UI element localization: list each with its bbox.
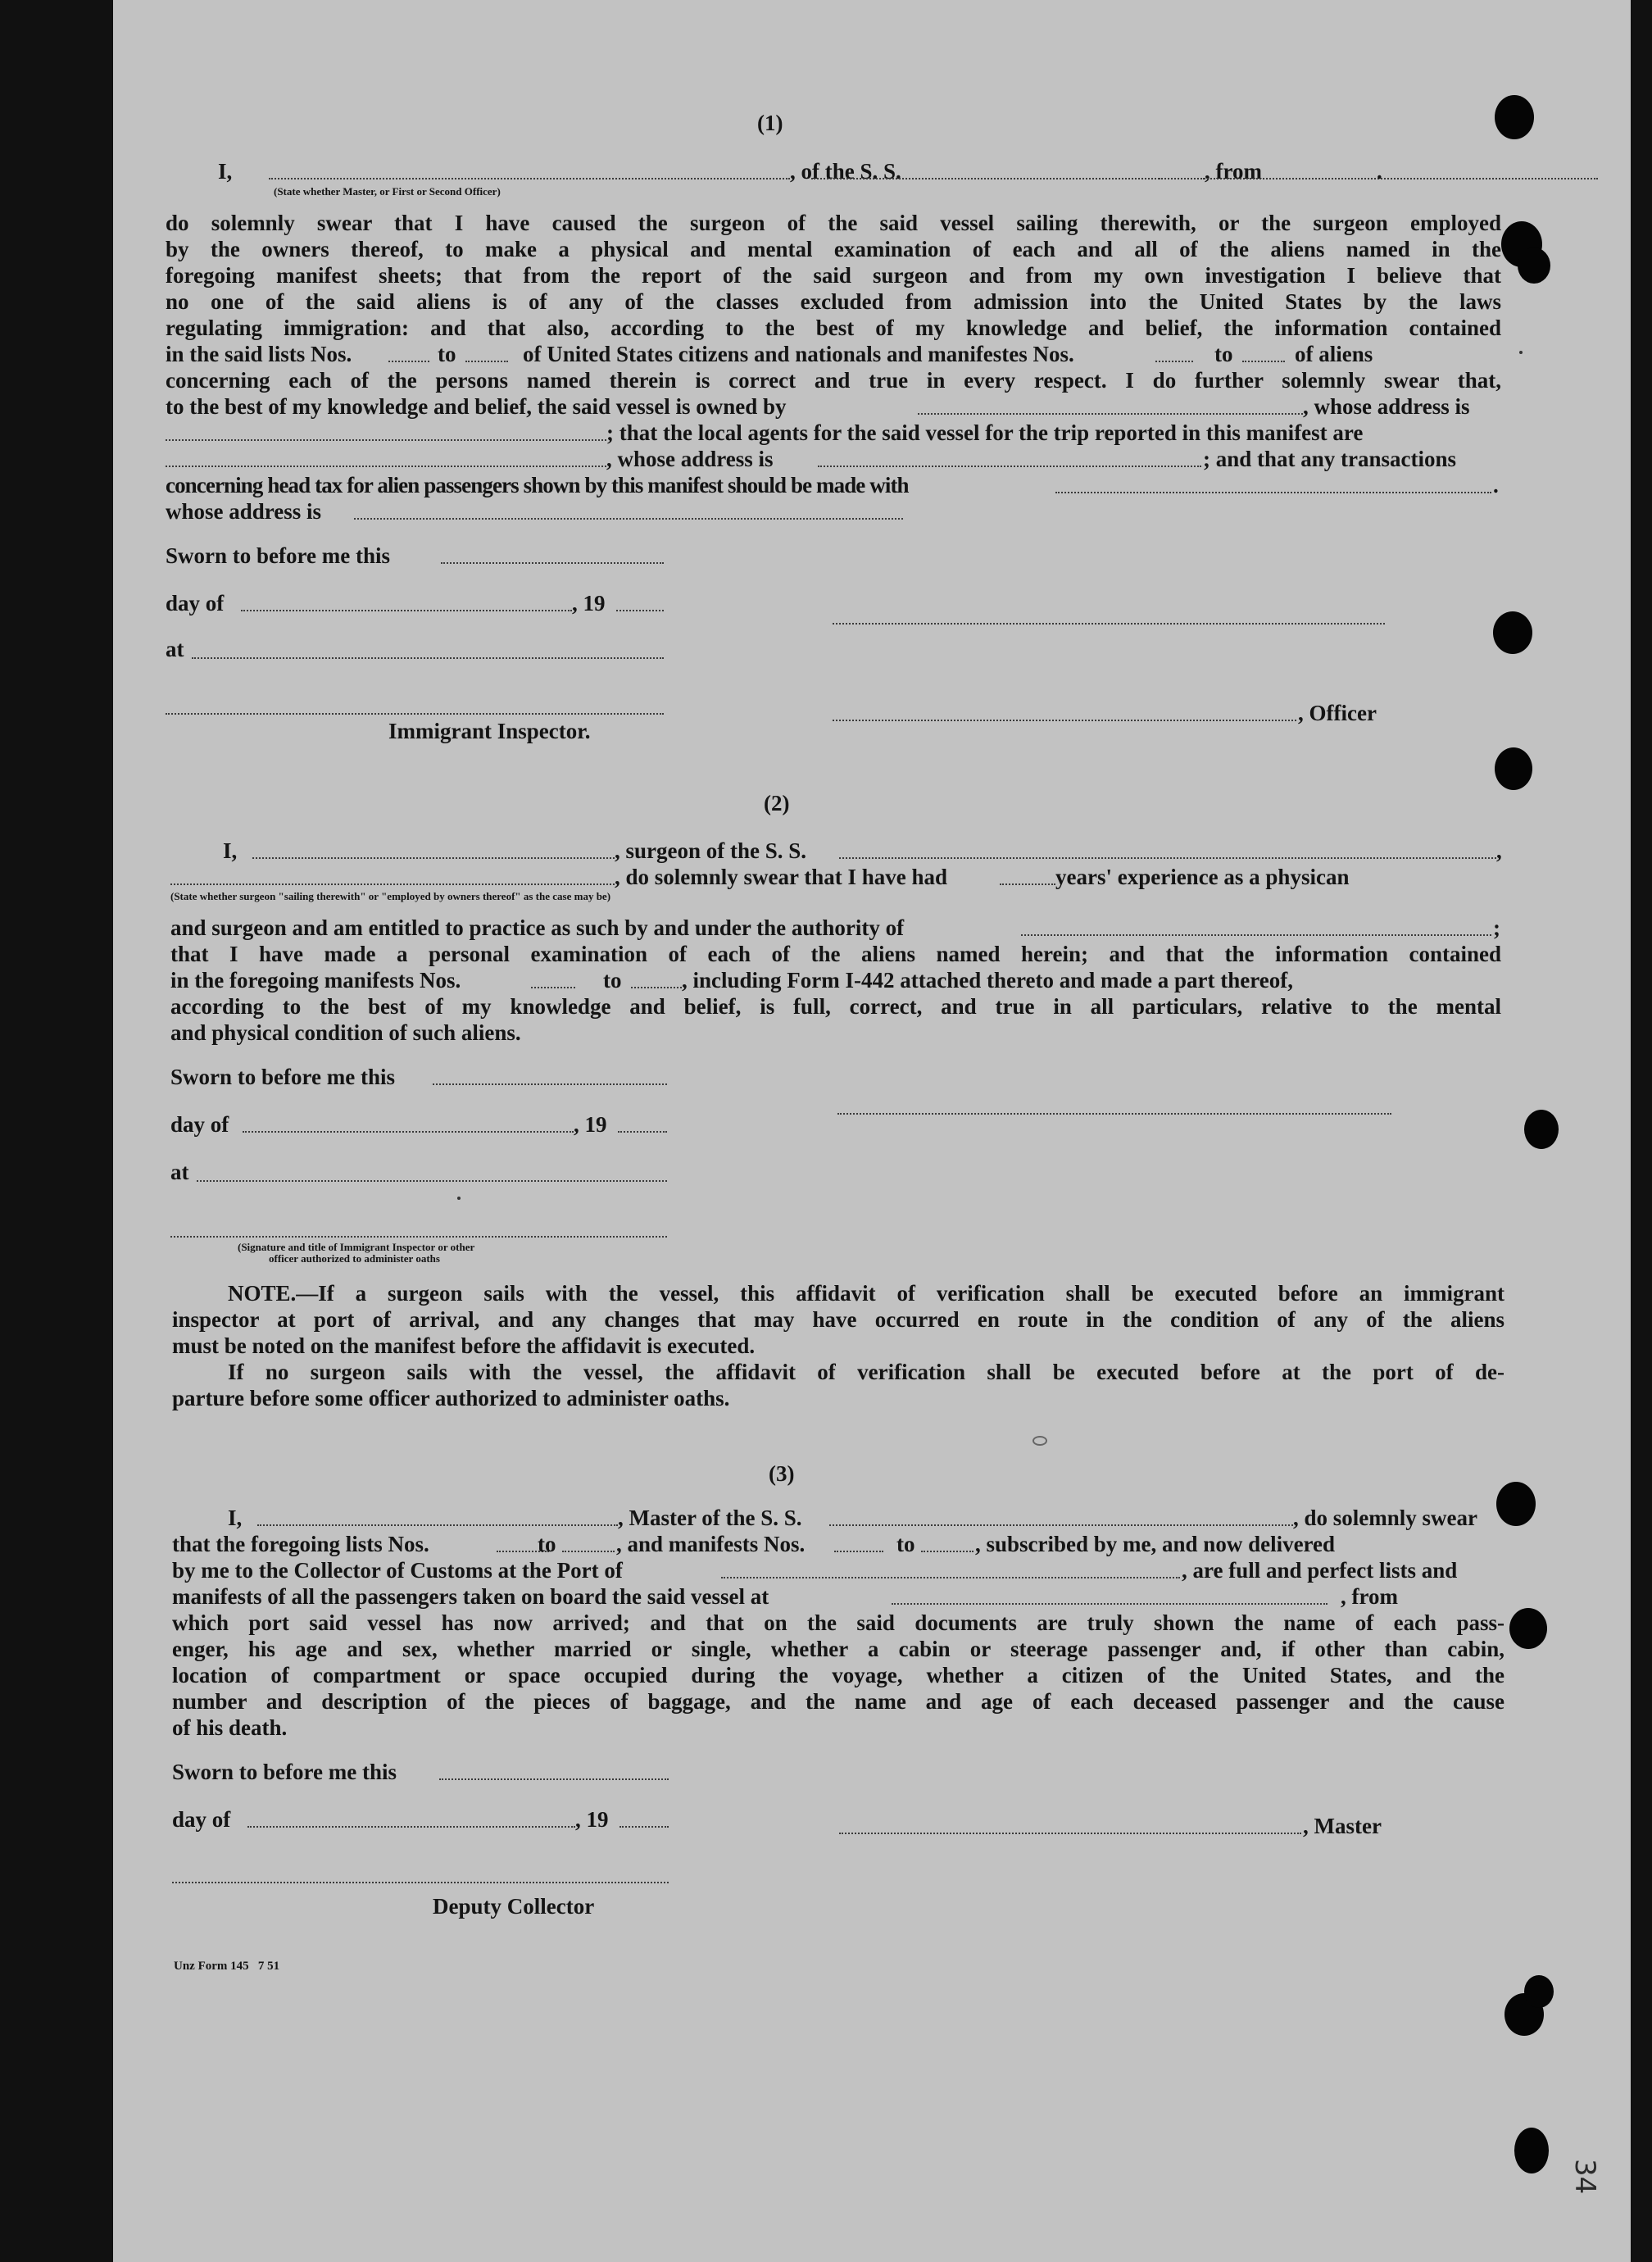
s2-para-line: according to the best of my knowledge and belief, is full, correct, and true in all particulars, relative to the mental	[170, 994, 1501, 1019]
s1-lists-to: to	[438, 342, 456, 366]
s3-lists-label: that the foregoing lists Nos.	[172, 1532, 429, 1556]
s2-authority-label: and surgeon and am entitled to practice as such by and under the authority of	[170, 915, 905, 940]
s1-officer-sig-line-top[interactable]	[833, 623, 1385, 625]
s2-i-label: I,	[223, 838, 238, 863]
s2-inspector-sig-line[interactable]	[170, 1236, 667, 1238]
s3-port-of-departure-blank[interactable]	[892, 1603, 1328, 1605]
s3-swear-label: , do solemnly swear	[1293, 1506, 1477, 1530]
s2-manifests-from-blank[interactable]	[531, 987, 575, 988]
note-line: parture before some officer authorized to administer oaths.	[172, 1386, 730, 1410]
s1-agent-address-label: , whose address is	[606, 447, 774, 471]
s2-at-label: at	[170, 1160, 189, 1184]
s2-sailing-blank[interactable]	[170, 883, 615, 885]
s3-day-of-label: day of	[172, 1807, 231, 1832]
punch-hole-7	[1509, 1608, 1547, 1649]
punch-hole-8b	[1524, 1975, 1554, 2008]
s2-surgeon-name-blank[interactable]	[252, 857, 615, 859]
s1-officer-label: , Officer	[1298, 701, 1377, 725]
s3-para-line: enger, his age and sex, whether married or single, whether a cabin or steerage passenger and, if other than cabin,	[172, 1637, 1504, 1661]
s2-year-label: , 19	[574, 1112, 607, 1137]
s2-surgeon-sig-line[interactable]	[837, 1113, 1391, 1115]
s1-officer-note: (State whether Master, or First or Second Officer)	[274, 185, 501, 198]
s2-line1-end: ,	[1496, 838, 1502, 863]
s1-officer-blank[interactable]	[269, 178, 790, 179]
s1-aliens-label: of aliens	[1295, 342, 1373, 366]
s2-authority-end: ;	[1493, 915, 1500, 940]
s3-i-label: I,	[228, 1506, 243, 1530]
s3-manifests-to-blank[interactable]	[921, 1551, 974, 1552]
s2-signature-note: officer authorized to administer oaths	[269, 1252, 440, 1265]
s1-manifest-to-blank[interactable]	[1242, 361, 1285, 362]
paper-speck	[1519, 351, 1523, 354]
s1-of-ss-label: , of the S. S.	[790, 159, 901, 184]
s1-at-label: at	[166, 637, 184, 661]
s1-headtax-blank[interactable]	[1055, 492, 1491, 493]
note-line: If no surgeon sails with the vessel, the affidavit of verification shall be executed before at the port of de-	[228, 1360, 1504, 1384]
s1-para-line: do solemnly swear that I have caused the surgeon of the said vessel sailing therewith, or the surgeon employed	[166, 211, 1501, 235]
s2-years-blank[interactable]	[1000, 883, 1055, 885]
s3-para-line: of his death.	[172, 1715, 288, 1740]
s3-day-blank[interactable]	[247, 1826, 575, 1828]
s1-agents-blank[interactable]	[166, 466, 606, 467]
s3-year-blank[interactable]	[620, 1826, 669, 1828]
s1-lists-from-blank[interactable]	[388, 361, 429, 362]
s2-day-blank[interactable]	[243, 1131, 574, 1133]
s1-owned-label: to the best of my knowledge and belief, the said vessel is owned by	[166, 394, 787, 419]
s3-manifests-from-blank[interactable]	[834, 1551, 883, 1552]
s1-para-line: regulating immigration: and that also, according to the best of my knowledge and belief, the information contained	[166, 316, 1501, 340]
s3-lists-perfect-label: , are full and perfect lists and	[1182, 1558, 1458, 1583]
s1-lists-label: in the said lists Nos.	[166, 342, 352, 366]
s2-sworn-label: Sworn to before me this	[170, 1065, 395, 1089]
note-line: NOTE.—If a surgeon sails with the vessel, this affidavit of verification shall be executed before an immigrant	[228, 1281, 1504, 1306]
paper-speck	[457, 1197, 461, 1200]
s3-para-line: which port said vessel has now arrived; and that on the said documents are truly shown the name of each pass-	[172, 1610, 1504, 1635]
s2-vessel-blank[interactable]	[839, 857, 1496, 859]
s1-headtax-label: concerning head tax for alien passengers shown by this manifest should be made with	[166, 473, 909, 497]
s2-manifests-to: to	[603, 968, 622, 992]
s3-master-label: , Master	[1303, 1814, 1382, 1838]
punch-hole-2b	[1518, 248, 1550, 284]
s3-taken-label: manifests of all the passengers taken on board the said vessel at	[172, 1584, 769, 1609]
s1-line1-end: .	[1377, 159, 1382, 184]
s1-agent-address-blank[interactable]	[818, 466, 1201, 467]
note-line: inspector at port of arrival, and any changes that may have occurred en route in the condition of any of the aliens	[172, 1307, 1504, 1332]
s1-concerning-line: concerning each of the persons named therein is correct and true in every respect. I do further solemnly swear that,	[166, 368, 1501, 393]
s1-year-blank[interactable]	[616, 610, 664, 611]
s2-examination-line: that I have made a personal examination of each of the aliens named herein; and that the information contained	[170, 942, 1501, 966]
s3-para-line: location of compartment or space occupied during the voyage, whether a citizen of the United States, and the	[172, 1663, 1504, 1687]
s1-sworn-blank[interactable]	[441, 562, 664, 564]
section-1-number: (1)	[757, 111, 783, 135]
s1-owner-blank[interactable]	[918, 413, 1303, 415]
s3-from-label: , from	[1341, 1584, 1398, 1609]
s2-at-blank[interactable]	[197, 1180, 667, 1182]
handwritten-page-number: 34	[1568, 2159, 1601, 2195]
s2-form-label: , including Form I-442 attached thereto and made a part thereof,	[682, 968, 1293, 992]
punch-hole-5	[1524, 1110, 1559, 1149]
s2-year-blank[interactable]	[618, 1131, 667, 1133]
punch-hole-1	[1495, 95, 1534, 139]
s1-owner-address-blank[interactable]	[166, 439, 606, 441]
s2-surgeon-ss-label: , surgeon of the S. S.	[615, 838, 807, 863]
s2-swear-label: , do solemnly swear that I have had	[615, 865, 948, 889]
s1-lists-to-blank[interactable]	[465, 361, 508, 362]
s1-vessel-blank[interactable]	[811, 178, 1205, 179]
s1-whose-address-label: whose address is	[166, 499, 322, 524]
section-3-number: (3)	[769, 1461, 795, 1486]
s3-deputy-label: Deputy Collector	[433, 1894, 595, 1919]
s1-manifest-to: to	[1214, 342, 1233, 366]
s3-lists-to-blank[interactable]	[562, 1551, 615, 1552]
s2-signature-note: (Signature and title of Immigrant Inspector or other	[238, 1241, 475, 1253]
s1-inspector-sig-line[interactable]	[166, 713, 664, 715]
note-line: must be noted on the manifest before the affidavit is executed.	[172, 1333, 756, 1358]
s1-officer-sig-line[interactable]	[833, 720, 1296, 721]
s2-manifests-label: in the foregoing manifests Nos.	[170, 968, 461, 992]
s3-master-ss-label: , Master of the S. S.	[618, 1506, 802, 1530]
s1-day-of-label: day of	[166, 591, 225, 615]
punch-hole-3	[1493, 611, 1532, 654]
s2-authority-blank[interactable]	[1021, 934, 1491, 936]
s3-master-name-blank[interactable]	[257, 1524, 618, 1526]
s1-from-label: , from	[1205, 159, 1262, 184]
s1-at-blank[interactable]	[192, 657, 664, 659]
form-id: Unz Form 145 7 51	[174, 1960, 280, 1973]
s3-master-sig-line[interactable]	[839, 1833, 1301, 1834]
form-page	[113, 0, 1631, 2262]
s3-lists-to: to	[538, 1532, 556, 1556]
s3-port-blank[interactable]	[721, 1577, 1180, 1578]
s1-whose-address-blank[interactable]	[354, 518, 903, 520]
s3-year-label: , 19	[575, 1807, 609, 1832]
s1-owner-address-label: , whose address is	[1303, 394, 1470, 419]
s1-para-line: foregoing manifest sheets; that from the report of the said surgeon and from my own investigation I believe that	[166, 263, 1501, 288]
s1-manifest-from-blank[interactable]	[1155, 361, 1193, 362]
punch-hole-4	[1495, 747, 1532, 790]
s2-surgeon-note: (State whether surgeon "sailing therewith" or "employed by owners thereof" as the case may be)	[170, 890, 611, 902]
s1-para-line: no one of the said aliens is of any of the classes excluded from admission into the United States by the laws	[166, 289, 1501, 314]
s3-manifests-label: , and manifests Nos.	[616, 1532, 806, 1556]
s2-sworn-blank[interactable]	[433, 1083, 667, 1085]
s3-vessel-blank[interactable]	[829, 1524, 1293, 1526]
s3-collector-label: by me to the Collector of Customs at the Port of	[172, 1558, 623, 1583]
s2-years-label: years' experience as a physican	[1055, 865, 1350, 889]
s2-para-line: and physical condition of such aliens.	[170, 1020, 521, 1045]
punch-hole-6	[1496, 1482, 1536, 1526]
s3-subscribed-label: , subscribed by me, and now delivered	[975, 1532, 1336, 1556]
s1-sworn-label: Sworn to before me this	[166, 543, 390, 568]
s1-agents-label: ; that the local agents for the said vessel for the trip reported in this manifest are	[606, 420, 1364, 445]
s3-sworn-label: Sworn to before me this	[172, 1760, 397, 1784]
s1-day-blank[interactable]	[241, 610, 572, 611]
s3-manifests-to: to	[896, 1532, 915, 1556]
s3-deputy-sig-line[interactable]	[172, 1882, 669, 1883]
punch-hole-9	[1514, 2128, 1549, 2173]
s1-inspector-label: Immigrant Inspector.	[388, 719, 591, 743]
s1-headtax-end: .	[1493, 473, 1499, 497]
s1-i-label: I,	[218, 159, 233, 184]
s2-manifests-to-blank[interactable]	[631, 987, 682, 988]
s1-para-line: by the owners thereof, to make a physical and mental examination of each and all of the aliens named in the	[166, 237, 1501, 261]
s2-day-of-label: day of	[170, 1112, 229, 1137]
s3-sworn-blank[interactable]	[439, 1778, 669, 1780]
s1-year-label: , 19	[572, 591, 606, 615]
s1-transactions-label: ; and that any transactions	[1203, 447, 1457, 471]
s1-citizens-label: of United States citizens and nationals and manifestes Nos.	[523, 342, 1074, 366]
section-2-number: (2)	[764, 791, 790, 815]
paper-speck	[1032, 1436, 1047, 1446]
s3-para-line: number and description of the pieces of baggage, and the name and age of each deceased passenger and the cause	[172, 1689, 1504, 1714]
